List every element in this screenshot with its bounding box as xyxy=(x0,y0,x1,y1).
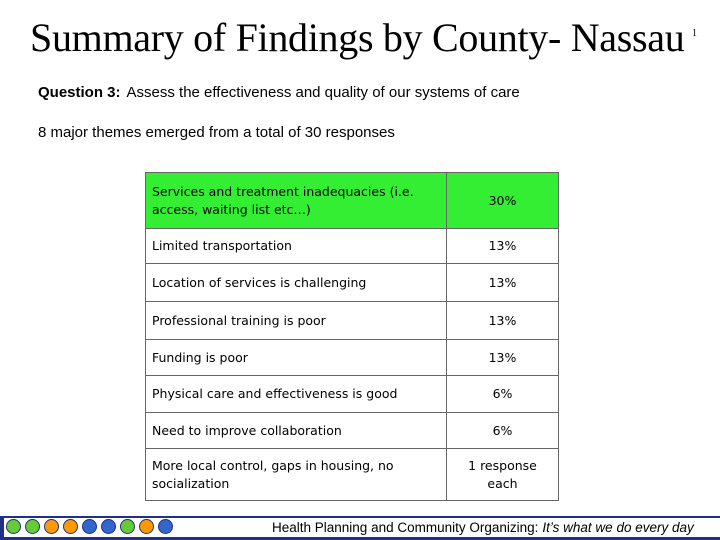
value-cell: 13% xyxy=(447,340,559,376)
table-row xyxy=(146,173,559,229)
summary-text: 8 major themes emerged from a total of 30 responses xyxy=(38,124,395,141)
theme-cell: Physical care and effectiveness is good xyxy=(146,376,447,413)
circle-icon xyxy=(120,519,135,534)
question-text: Assess the effectiveness and quality of our systems of care xyxy=(126,84,520,101)
theme-cell: Professional training is poor xyxy=(146,302,447,340)
table-row xyxy=(146,376,559,413)
slide-title: Summary of Findings by County- Nassau xyxy=(30,15,685,60)
table-row xyxy=(146,302,559,340)
table-row xyxy=(146,449,559,501)
value-cell: 1 response each xyxy=(447,449,559,501)
footer-text xyxy=(272,520,694,535)
footer-edge xyxy=(0,518,4,537)
value-cell: 30% xyxy=(447,173,559,229)
slide-number: 1 xyxy=(692,28,697,39)
theme-cell: Funding is poor xyxy=(146,340,447,376)
circle-icon xyxy=(6,519,21,534)
question-label: Question 3: xyxy=(38,84,121,101)
table-row xyxy=(146,264,559,302)
value-cell: 13% xyxy=(447,302,559,340)
question-line xyxy=(38,84,520,101)
footer-dots xyxy=(6,519,173,534)
value-cell: 13% xyxy=(447,264,559,302)
circle-icon xyxy=(63,519,78,534)
findings-table xyxy=(145,172,559,501)
table-row xyxy=(146,413,559,449)
circle-icon xyxy=(101,519,116,534)
theme-cell: Limited transportation xyxy=(146,229,447,264)
circle-icon xyxy=(44,519,59,534)
circle-icon xyxy=(25,519,40,534)
theme-cell: Location of services is challenging xyxy=(146,264,447,302)
theme-cell: Need to improve collaboration xyxy=(146,413,447,449)
footer-tagline: It’s what we do every day xyxy=(542,520,694,535)
circle-icon xyxy=(82,519,97,534)
circle-icon xyxy=(158,519,173,534)
table-row xyxy=(146,229,559,264)
theme-cell: Services and treatment inadequacies (i.e. access, waiting list etc…) xyxy=(146,173,447,229)
value-cell: 13% xyxy=(447,229,559,264)
circle-icon xyxy=(139,519,154,534)
footer-org: Health Planning and Community Organizing: xyxy=(272,520,539,535)
value-cell: 6% xyxy=(447,376,559,413)
value-cell: 6% xyxy=(447,413,559,449)
footer-bar xyxy=(0,516,720,540)
table-row xyxy=(146,340,559,376)
theme-cell: More local control, gaps in housing, no socialization xyxy=(146,449,447,501)
